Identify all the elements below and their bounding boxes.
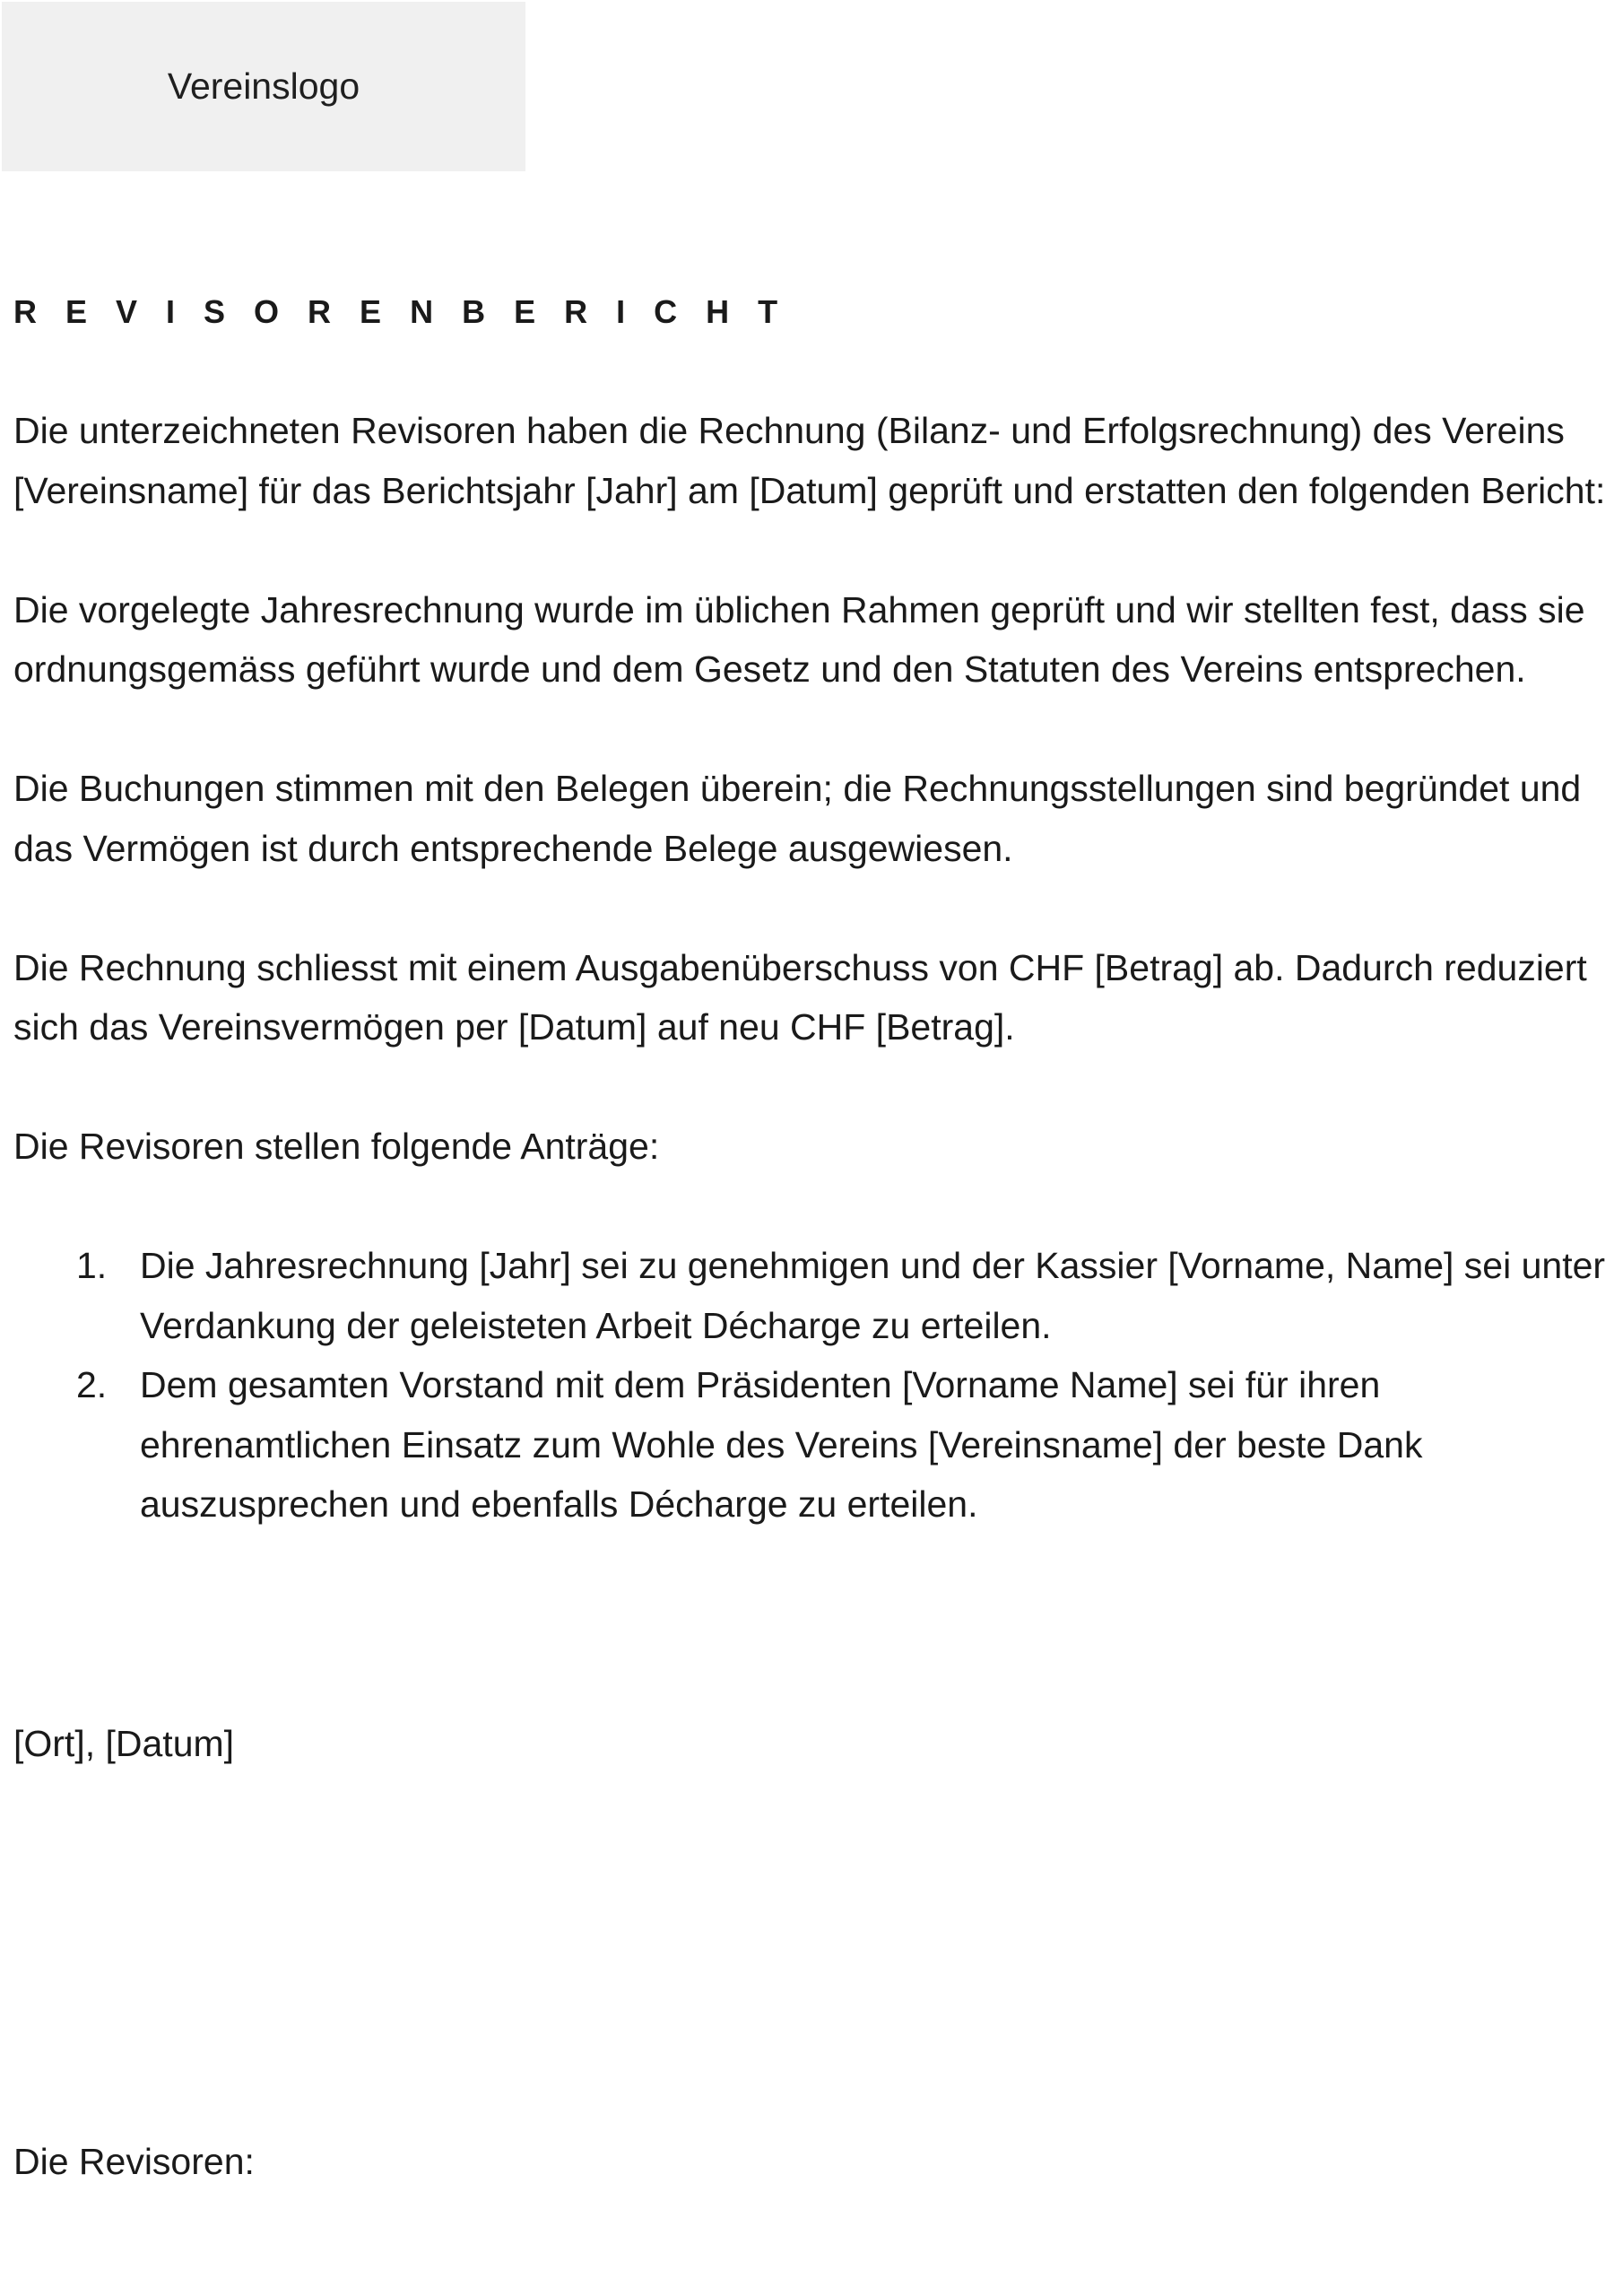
logo-label: Vereinslogo <box>167 65 360 107</box>
bookings-paragraph: Die Buchungen stimmen mit den Belegen überein; die Rechnungsstellungen sind begründet und das Vermögen ist durch entsprechende Belege ausgewiesen. <box>13 768 1582 869</box>
report-body <box>13 283 1610 2192</box>
motion-text: Dem gesamten Vorstand mit dem Präsidenten [Vorname Name] sei für ihren ehrenamtlichen Einsatz zum Wohle des Vereins [Vereinsname] der beste Dank auszusprechen und ebenfalls Décharge zu erteilen. <box>140 1364 1423 1525</box>
motions-list <box>13 1236 1610 1535</box>
place-date: [Ort], [Datum] <box>13 1722 235 1764</box>
result-paragraph: Die Rechnung schliesst mit einem Ausgabenüberschuss von CHF [Betrag] ab. Dadurch reduziert sich das Vereinsvermögen per [Datum] auf neu CHF [Betrag]. <box>13 946 1587 1048</box>
spacer <box>13 1535 1610 1714</box>
motion-text: Die Jahresrechnung [Jahr] sei zu genehmigen und der Kassier [Vorname, Name] sei unter Verdankung der geleisteten Arbeit Décharge zu erteilen. <box>140 1245 1606 1346</box>
logo-placeholder <box>2 2 525 171</box>
signatures-label: Die Revisoren: <box>13 2141 255 2182</box>
spacer <box>13 1057 1610 1118</box>
intro-paragraph: Die unterzeichneten Revisoren haben die Rechnung (Bilanz- und Erfolgsrechnung) des Vereins [Vereinsname] für das Berichtsjahr [Jahr] am [Datum] geprüft und erstatten den folgenden Bericht: <box>13 410 1606 511</box>
motion-number: 1. <box>76 1245 108 1286</box>
spacer <box>13 342 1610 401</box>
motions-intro: Die Revisoren stellen folgende Anträge: <box>13 1126 660 1167</box>
spacer <box>13 700 1610 760</box>
findings-paragraph: Die vorgelegte Jahresrechnung wurde im üblichen Rahmen geprüft und wir stellten fest, dass sie ordnungsgemäss geführt wurde und dem Gesetz und den Statuten des Vereins entsprechen. <box>13 588 1585 690</box>
motion-item <box>13 1355 1610 1535</box>
spacer <box>13 1773 1610 2132</box>
motion-item <box>13 1236 1610 1355</box>
spacer <box>13 878 1610 938</box>
spacer <box>13 1177 1610 1237</box>
motion-number: 2. <box>76 1364 108 1405</box>
spacer <box>13 520 1610 580</box>
report-title: R E V I S O R E N B E R I C H T <box>13 293 788 330</box>
